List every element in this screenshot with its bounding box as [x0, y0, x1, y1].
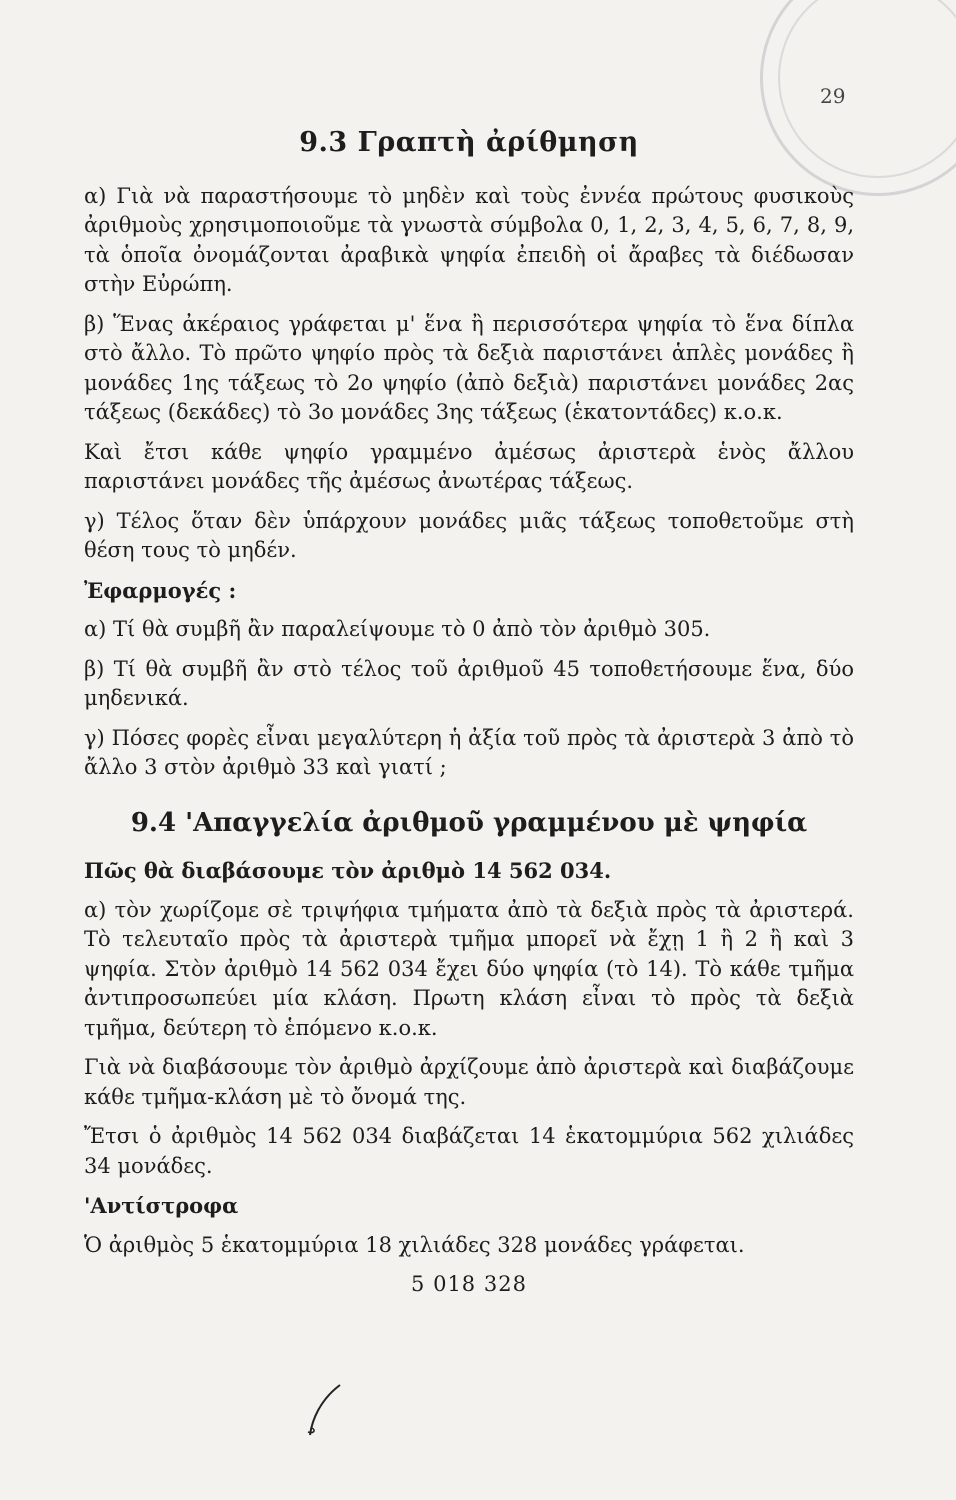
inverse-number: 5 018 328	[411, 1272, 527, 1296]
application-c: γ) Πόσες φορὲς εἶναι μεγαλύτερη ἡ ἀξία τοῦ πρὸς τὰ ἀριστερὰ 3 ἀπὸ τὸ ἄλλο 3 στὸν ἀριθμὸ 33 καὶ γιατί ;	[84, 725, 854, 779]
page-content	[84, 128, 854, 1300]
application-a: α) Τί θὰ συμβῆ ἂν παραλείψουμε τὸ 0 ἀπὸ τὸν ἀριθμὸ 305.	[84, 617, 711, 641]
reading-question: Πῶς θὰ διαβάσουμε τὸν ἀριθμὸ 14 562 034.	[84, 858, 612, 883]
paragraph-a-digits: α) Γιὰ νὰ παραστήσουμε τὸ μηδὲν καὶ τοὺς ἐννέα πρώτους φυσικοὺς ἀριθμοὺς χρησιμοποιοῦμε τὰ γνωστὰ σύμβολα 0, 1, 2, 3, 4, 5, 6, 7, 8, 9, τὰ ὁποῖα ὀνομάζονται ἀραβικὰ ψηφία ἐπειδὴ οἱ ἄραβες τὰ διέδωσαν στὴν Εὐρώπη.	[84, 183, 854, 296]
paragraph-b-positions: β) Ἕνας ἀκέραιος γράφεται μ' ἕνα ἢ περισσότερα ψηφία τὸ ἕνα δίπλα στὸ ἄλλο. Τὸ πρῶτο ψηφίο πρὸς τὰ δεξιὰ παριστάνει ἁπλὲς μονάδες ἢ μονάδες 1ης τάξεως τὸ 2ο ψηφίο (ἀπὸ δεξιὰ) παριστάνει μονάδες 2ας τάξεως (δεκάδες) τὸ 3ο μονάδες 3ης τάξεως (ἑκατοντάδες) κ.ο.κ.	[84, 311, 854, 424]
inverse-text: Ὁ ἀριθμὸς 5 ἑκατομμύρια 18 χιλιάδες 328 μονάδες γράφεται.	[84, 1232, 745, 1257]
paragraph-b-reading: Γιὰ νὰ διαβάσουμε τὸν ἀριθμὸ ἀρχίζουμε ἀπὸ ἀριστερὰ καὶ διαβάζουμε κάθε τμῆμα-κλάση μὲ τὸ ὄνομά της.	[84, 1055, 854, 1109]
paragraph-b-continued: Καὶ ἔτσι κάθε ψηφίο γραμμένο ἀμέσως ἀριστερὰ ἑνὸς ἄλλου παριστάνει μονάδες τῆς ἀμέσως ἀνωτέρας τάξεως.	[84, 439, 854, 493]
handwritten-mark-icon	[300, 1380, 350, 1440]
page-number: 29	[820, 84, 846, 108]
section-title-9-4: 9.4 'Απαγγελία ἀριθμοῦ γραμμένου μὲ ψηφία	[130, 807, 808, 838]
inverse-label: 'Αντίστροφα	[84, 1193, 239, 1218]
paragraph-c-example: Ἔτσι ὁ ἀριθμὸς 14 562 034 διαβάζεται 14 ἑκατομμύρια 562 χιλιάδες 34 μονάδες.	[84, 1124, 854, 1178]
paragraph-a-grouping: α) τὸν χωρίζομε σὲ τριψήφια τμήματα ἀπὸ τὰ δεξιὰ πρὸς τὰ ἀριστερά. Τὸ τελευταῖο πρὸς τὰ ἀριστερὰ τμῆμα μπορεῖ νὰ ἔχῃ 1 ἢ 2 ἢ καὶ 3 ψηφία. Στὸν ἀριθμὸ 14 562 034 ἔχει δύο ψηφία (τὸ 14). Τὸ κάθε τμῆμα ἀντιπροσωπεύει μία κλάση. Πρωτη κλάση εἶναι τὸ πρὸς τὰ δεξιὰ τμῆμα, δεύτερη τὸ ἑπόμενο κ.ο.κ.	[84, 897, 854, 1040]
application-b: β) Τί θὰ συμβῆ ἂν στὸ τέλος τοῦ ἀριθμοῦ 45 τοποθετήσουμε ἕνα, δύο μηδενικά.	[84, 656, 854, 710]
applications-label: Ἐφαρμογές :	[84, 577, 237, 603]
section-title-9-3: 9.3 Γραπτὴ ἀρίθμηση	[299, 127, 639, 158]
paragraph-c-zero: γ) Τέλος ὅταν δὲν ὑπάρχουν μονάδες μιᾶς τάξεως τοποθετοῦμε στὴ θέση τους τὸ μηδέν.	[84, 508, 854, 562]
